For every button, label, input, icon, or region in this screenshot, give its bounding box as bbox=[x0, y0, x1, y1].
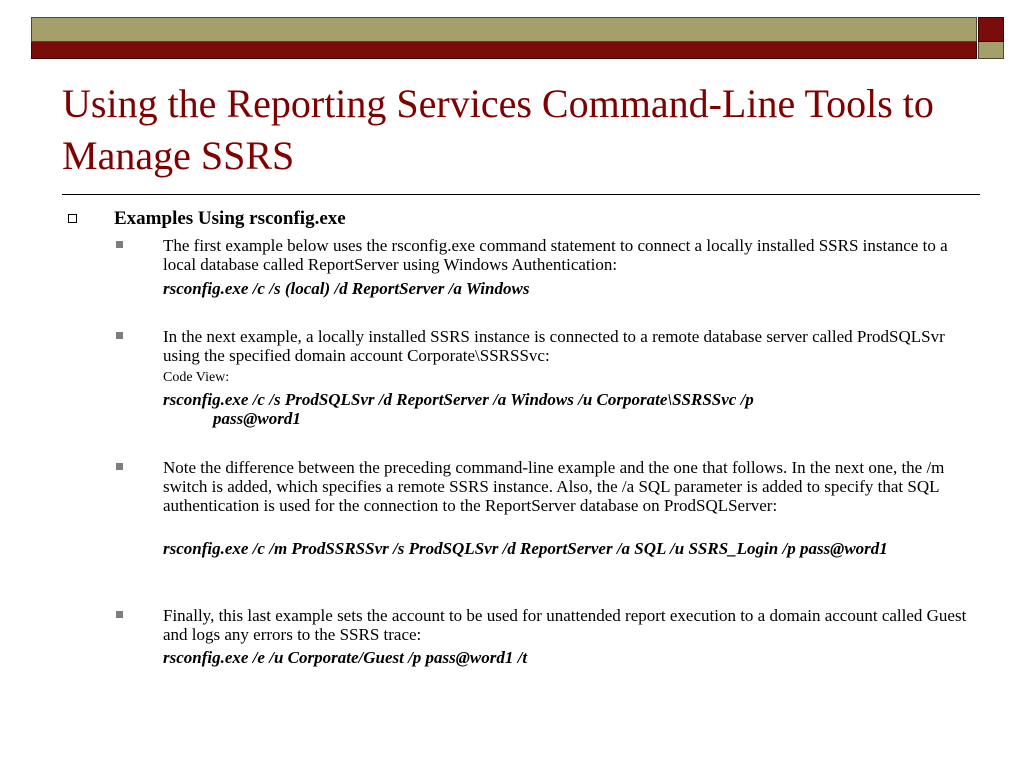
example-2-command-line-1: rsconfig.exe /c /s ProdSQLSvr /d ReportServer /a Windows /u Corporate\SSRSSvc /p bbox=[163, 390, 754, 409]
example-4-text: Finally, this last example sets the account to be used for unattended report execution to a domain account called Guest and logs any errors to the SSRS trace: bbox=[163, 606, 967, 644]
example-3-text: Note the difference between the preceding command-line example and the one that follows. In the next one, the /m switch is added, which specifies a remote SSRS instance. Also, the /a SQL parameter is added to specify that SQL authentication is used for the connection to the ReportServer database on ProdSQLServer: bbox=[163, 458, 945, 515]
section-heading: Examples Using rsconfig.exe bbox=[114, 208, 346, 229]
square-bullet-icon bbox=[116, 463, 123, 470]
example-2-command-line-2: pass@word1 bbox=[213, 409, 301, 428]
example-1-command: rsconfig.exe /c /s (local) /d ReportServer /a Windows bbox=[163, 279, 530, 298]
example-3-command: rsconfig.exe /c /m ProdSSRSSvr /s ProdSQLSvr /d ReportServer /a SQL /u SSRS_Login /p pass@word1 bbox=[163, 539, 888, 558]
example-2-command bbox=[163, 390, 973, 428]
example-2-text: In the next example, a locally installed SSRS instance is connected to a remote database server called ProdSQLSvr using the specified domain account Corporate\SSRSSvc: bbox=[163, 327, 945, 365]
square-bullet-icon bbox=[116, 241, 123, 248]
code-view-label: Code View: bbox=[163, 370, 230, 385]
hollow-square-bullet-icon bbox=[68, 214, 77, 223]
square-bullet-icon bbox=[116, 332, 123, 339]
example-4-command: rsconfig.exe /e /u Corporate/Guest /p pass@word1 /t bbox=[163, 648, 528, 667]
slide-title: Using the Reporting Services Command-Line Tools to Manage SSRS bbox=[62, 81, 934, 178]
example-1-text: The first example below uses the rsconfig.exe command statement to connect a locally installed SSRS instance to a local database called ReportServer using Windows Authentication: bbox=[163, 236, 948, 274]
square-bullet-icon bbox=[116, 611, 123, 618]
